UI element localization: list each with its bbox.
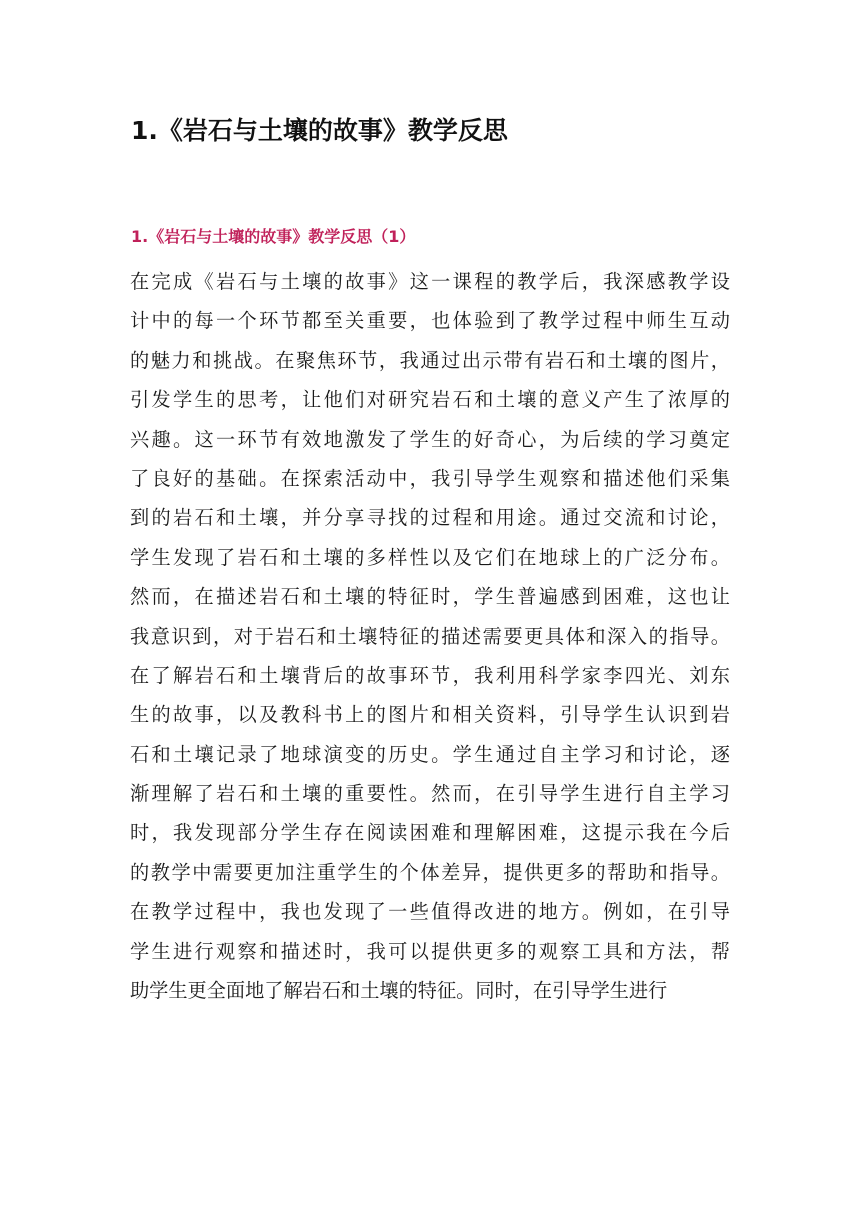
paragraph-line: 学生发现了岩石和土壤的多样性以及它们在地球上的广泛分布。 xyxy=(130,545,730,569)
paragraph-line: 的教学中需要更加注重学生的个体差异，提供更多的帮助和指导。 xyxy=(130,860,730,884)
paragraph-line: 时，我发现部分学生存在阅读困难和理解困难，这提示我在今后 xyxy=(130,821,730,845)
paragraph-line: 渐理解了岩石和土壤的重要性。然而，在引导学生进行自主学习 xyxy=(130,782,730,806)
body-paragraph xyxy=(130,262,730,1010)
paragraph-line: 然而，在描述岩石和土壤的特征时，学生普遍感到困难，这也让 xyxy=(130,585,730,609)
paragraph-line: 了良好的基础。在探索活动中，我引导学生观察和描述他们采集 xyxy=(130,466,730,490)
paragraph-line: 到的岩石和土壤，并分享寻找的过程和用途。通过交流和讨论， xyxy=(130,506,730,530)
paragraph-line: 引发学生的思考，让他们对研究岩石和土壤的意义产生了浓厚的 xyxy=(130,388,730,412)
paragraph-line: 在教学过程中，我也发现了一些值得改进的地方。例如，在引导 xyxy=(130,900,730,924)
paragraph-line: 在了解岩石和土壤背后的故事环节，我利用科学家李四光、刘东 xyxy=(130,663,730,687)
section-heading: 1.《岩石与土壤的故事》教学反思（1） xyxy=(131,227,416,246)
paragraph-line: 助学生更全面地了解岩石和土壤的特征。同时，在引导学生进行 xyxy=(130,979,668,1003)
paragraph-line: 兴趣。这一环节有效地激发了学生的好奇心，为后续的学习奠定 xyxy=(130,427,730,451)
paragraph-line: 学生进行观察和描述时，我可以提供更多的观察工具和方法，帮 xyxy=(130,939,730,963)
paragraph-line: 生的故事，以及教科书上的图片和相关资料，引导学生认识到岩 xyxy=(130,703,730,727)
paragraph-line: 在完成《岩石与土壤的故事》这一课程的教学后，我深感教学设 xyxy=(130,270,730,293)
document-title: 1.《岩石与土壤的故事》教学反思 xyxy=(131,116,508,145)
paragraph-line: 石和土壤记录了地球演变的历史。学生通过自主学习和讨论，逐 xyxy=(130,742,730,766)
paragraph-line: 计中的每一个环节都至关重要，也体验到了教学过程中师生互动 xyxy=(130,309,730,333)
paragraph-line: 我意识到，对于岩石和土壤特征的描述需要更具体和深入的指导。 xyxy=(130,624,730,648)
paragraph-line: 的魅力和挑战。在聚焦环节，我通过出示带有岩石和土壤的图片， xyxy=(130,348,730,372)
